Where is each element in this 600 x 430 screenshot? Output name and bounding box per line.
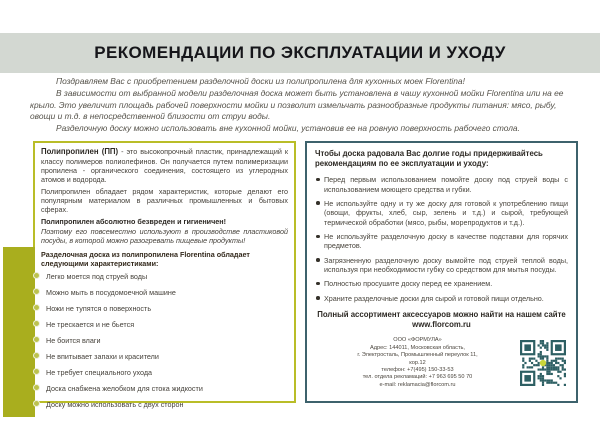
characteristic-item: Не боится влаги: [46, 336, 288, 345]
safety-statement: Полипропилен абсолютно безвреден и гигиеничен!: [41, 216, 226, 226]
qr-code-icon: [520, 340, 566, 386]
care-title: Чтобы доска радовала Вас долгие годы придерживайтесь рекомендациям по ее эксплуатации и уходу:: [315, 149, 543, 169]
contact-line: тел. отдела рекламаций: +7 963 695 50 70: [362, 374, 473, 381]
care-item: Загрязненную разделочную доску вымойте под струей теплой воды, используя при необходимости губку со средством для мытья посуды.: [315, 256, 568, 275]
contact-line: г. Электросталь, Промышленный переулок 11,: [357, 352, 478, 359]
intro-paragraph: Разделочную доску можно использовать вне кухонной мойки, установив ее на ровную поверхность рабочего стола.: [56, 123, 520, 134]
polypropylene-term-text: - это высокопрочный пластик, принадлежащий к классу полимеров полиолефинов. Он получается путем полимеризации пропилена - органического соединения, состоящего из углеродных атомов и водорода.: [41, 147, 288, 184]
care-item: Храните разделочные доски для сырой и готовой пищи отдельно.: [315, 294, 568, 303]
intro-paragraph: Поздравляем Вас с приобретением разделочной доски из полипропилена для кухонных моек Florentina!: [56, 76, 465, 86]
characteristic-item: Не впитывает запахи и красители: [46, 352, 288, 361]
characteristic-item: Не требует специального ухода: [46, 368, 288, 377]
page-title: РЕКОМЕНДАЦИИ ПО ЭКСПЛУАТАЦИИ И УХОДУ: [94, 43, 506, 62]
polypropylene-definition: [41, 147, 288, 184]
care-item: Полностью просушите доску перед ее хранением.: [315, 279, 568, 288]
care-list: [315, 175, 568, 303]
characteristic-item: Доска снабжена желобком для стока жидкости: [46, 384, 288, 393]
care-recommendations-box: [305, 141, 578, 403]
contact-line: телефон: +7(495) 150-33-53: [381, 366, 454, 373]
title-band: [0, 33, 600, 73]
characteristic-item: Легко моется под струей воды: [46, 272, 288, 281]
care-item: Не используйте разделочную доску в качестве подставки для горячих предметов.: [315, 232, 568, 251]
characteristics-section: [41, 250, 288, 409]
polypropylene-paragraph: Полипропилен обладает рядом характеристик, которые делают его популярным материалом в различных промышленных и бытовых сферах.: [41, 186, 288, 214]
assortment-note: Полный ассортимент аксессуаров можно найти на нашем сайте www.florcom.ru: [317, 310, 566, 329]
polypropylene-box: [33, 141, 296, 409]
contact-info: [315, 337, 520, 389]
polypropylene-term: Полипропилен (ПП): [41, 147, 119, 156]
care-item: Перед первым использованием помойте доску под струей воды с использованием моющего средства и губки.: [315, 175, 568, 194]
characteristic-item: Доску можно использовать с двух сторон: [46, 400, 288, 409]
contact-line: ООО «ФОРМУЛА»: [393, 337, 442, 344]
characteristic-item: Ножи не тупятся о поверхность: [46, 304, 288, 313]
safety-note: Поэтому его повсеместно используют в производстве пластиковой посуды, в которой можно разогревать пищевые продукты!: [41, 226, 288, 245]
characteristic-item: Не трескается и не бьется: [46, 320, 288, 329]
contact-row: [315, 337, 568, 389]
characteristic-item: Можно мыть в посудомоечной машине: [46, 288, 288, 297]
intro-paragraph: В зависимости от выбранной модели разделочная доска может быть установлена в чашу кухонной мойки Florentina или на ее крыло. Это увеличит площадь рабочей поверхности мойки и позволит измельчать разнообразные продукты питания: мясо, рыбу, овощи и т.д. в непосредственной близости от струи воды.: [30, 87, 564, 122]
characteristics-title: Разделочная доска из полипропилена Florentina обладает следующими характеристиками:: [41, 249, 250, 268]
characteristics-list: [41, 272, 288, 409]
care-item: Не используйте одну и ту же доску для готовой к употреблению пищи (овощи, фрукты, хлеб, сыр, зелень и т.д.) и сырой, требующей термической обработки (мясо, рыбы, морепродуктов и т.д.).: [315, 199, 568, 227]
contact-line: Адрес: 144011, Московская область,: [370, 344, 465, 351]
contact-line: кор.12: [409, 359, 426, 366]
intro-text: [30, 76, 578, 135]
contact-line: e-mail: reklamacia@florcom.ru: [379, 381, 456, 388]
